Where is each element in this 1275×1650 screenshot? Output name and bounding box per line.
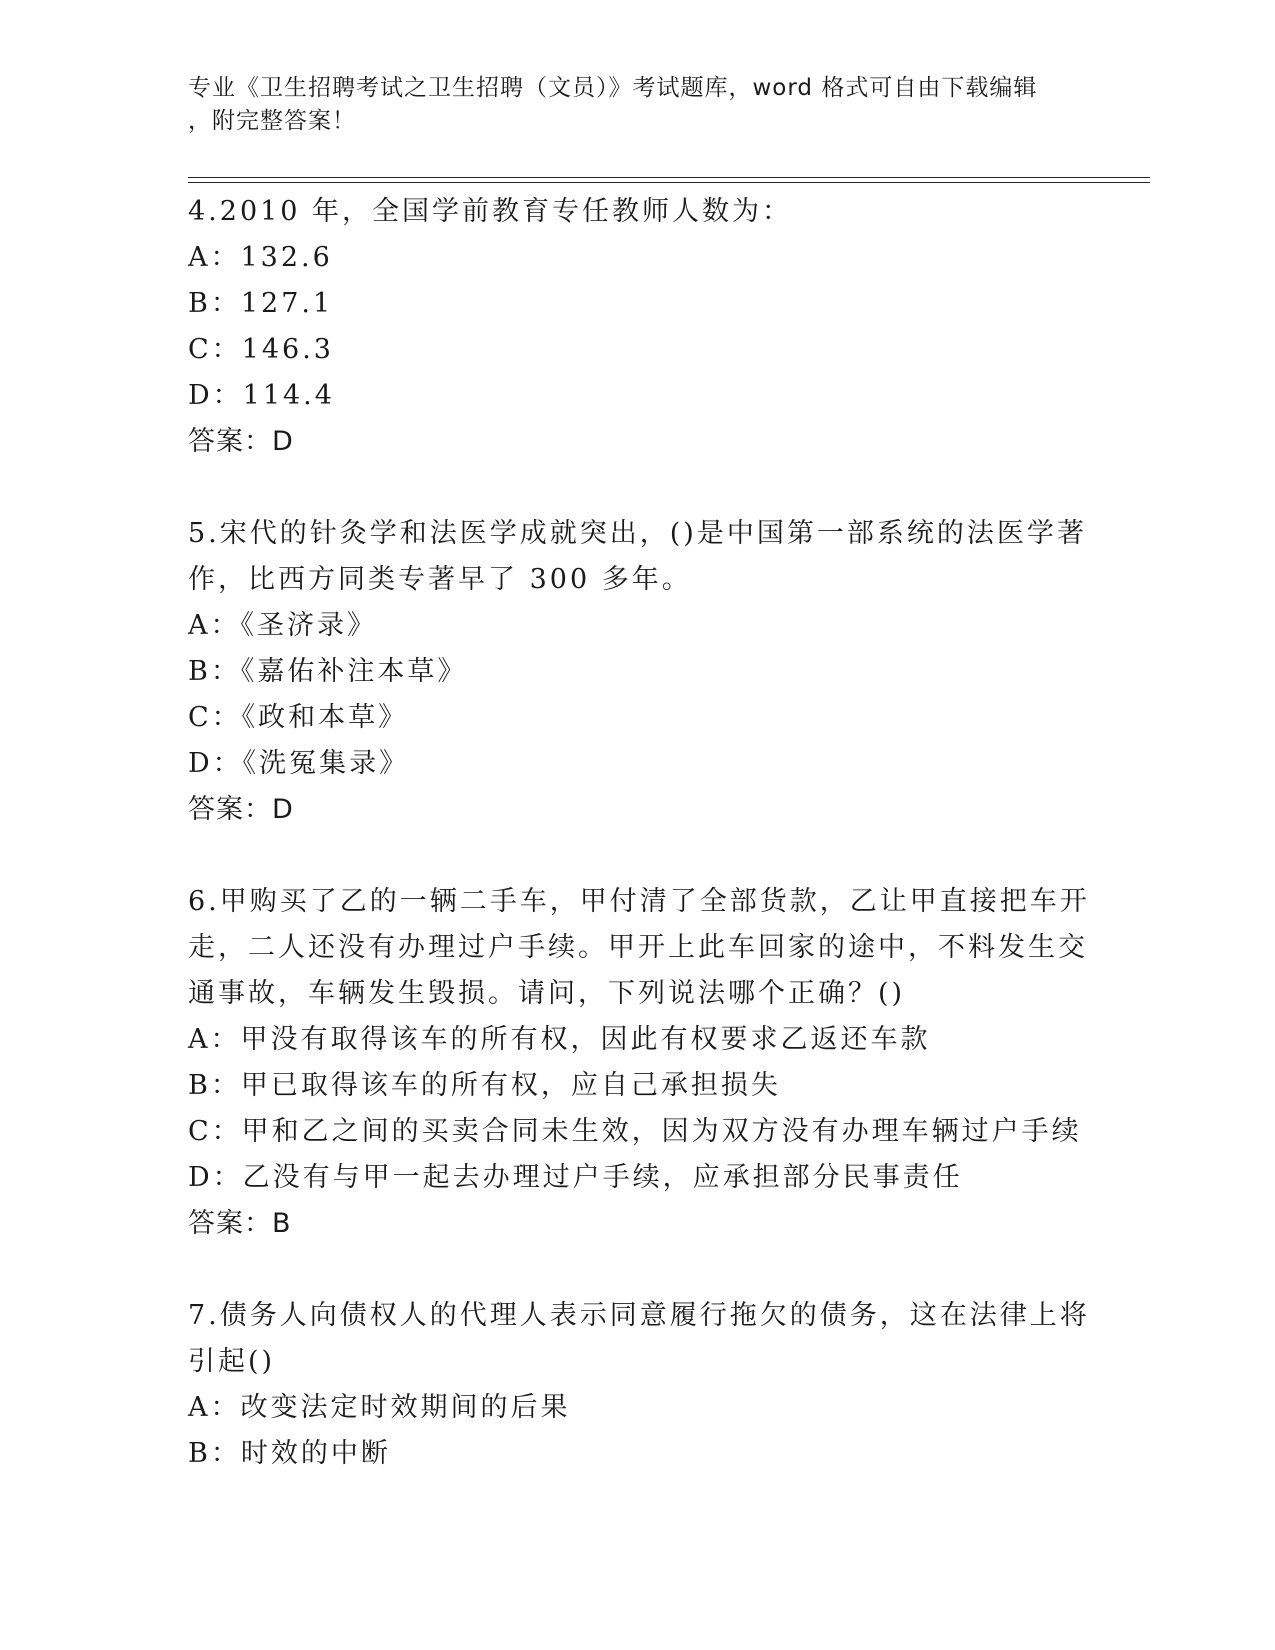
answer-key: 答案：D — [188, 794, 294, 825]
answer-option: D：乙没有与甲一起去办理过户手续，应承担部分民事责任 — [188, 1162, 963, 1193]
question-list — [188, 189, 1088, 1523]
answer-option: C：甲和乙之间的买卖合同未生效，因为双方没有办理车辆过户手续 — [188, 1116, 1082, 1147]
answer-option: D：《洗冤集录》 — [188, 748, 410, 779]
header-divider-top — [188, 177, 1150, 178]
answer-option: A：改变法定时效期间的后果 — [188, 1392, 571, 1423]
question-stem-line: 5.宋代的针灸学和法医学成就突出，()是中国第一部系统的法医学著 — [188, 518, 1087, 549]
answer-option: C：《政和本草》 — [188, 702, 409, 733]
answer-option: A：《圣济录》 — [188, 610, 377, 641]
header-line-2: ，附完整答案！ — [188, 108, 356, 134]
question-stem-line: 引起() — [188, 1346, 276, 1377]
header-line-1: 专业《卫生招聘考试之卫生招聘（文员）》考试题库，word 格式可自由下载编辑 — [188, 75, 1038, 101]
document-header — [188, 72, 1068, 138]
answer-option: C：146.3 — [188, 334, 334, 365]
answer-option: D：114.4 — [188, 380, 335, 411]
answer-option: B：甲已取得该车的所有权，应自己承担损失 — [188, 1070, 781, 1101]
answer-key: 答案：D — [188, 426, 294, 457]
question-block — [188, 1293, 1088, 1477]
question-block — [188, 879, 1088, 1247]
question-block — [188, 189, 1088, 465]
question-stem-line: 6.甲购买了乙的一辆二手车，甲付清了全部货款，乙让甲直接把车开 — [188, 886, 1090, 917]
answer-option: B：127.1 — [188, 288, 334, 319]
question-stem-line: 走，二人还没有办理过户手续。甲开上此车回家的途中，不料发生交 — [188, 932, 1088, 963]
answer-option: A：甲没有取得该车的所有权，因此有权要求乙返还车款 — [188, 1024, 931, 1055]
question-stem-line: 4.2010 年，全国学前教育专任教师人数为： — [188, 196, 793, 227]
question-stem-line: 7.债务人向债权人的代理人表示同意履行拖欠的债务，这在法律上将 — [188, 1300, 1090, 1331]
answer-key: 答案：B — [188, 1208, 292, 1239]
answer-option: B：《嘉佑补注本草》 — [188, 656, 468, 687]
question-block — [188, 511, 1088, 833]
header-divider-bottom — [188, 182, 1150, 183]
answer-option: A：132.6 — [188, 242, 333, 273]
question-stem-line: 通事故，车辆发生毁损。请问，下列说法哪个正确？() — [188, 978, 906, 1009]
answer-option: B：时效的中断 — [188, 1438, 391, 1469]
question-stem-line: 作，比西方同类专著早了 300 多年。 — [188, 564, 692, 595]
